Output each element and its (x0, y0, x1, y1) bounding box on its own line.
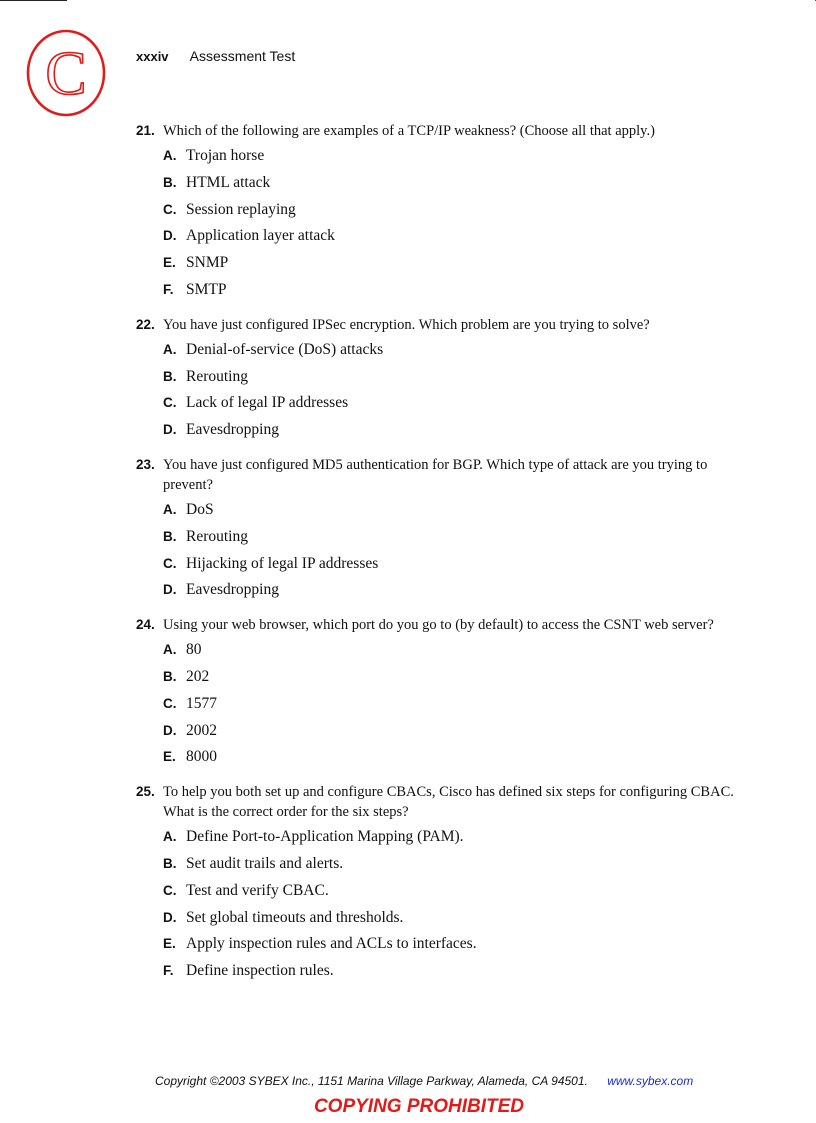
page-number: xxxiv (136, 49, 169, 64)
answer-options (163, 640, 746, 774)
answer-option (163, 934, 746, 961)
option-letter: B. (163, 855, 177, 871)
option-letter: B. (163, 528, 177, 544)
page-title: Assessment Test (189, 48, 296, 64)
option-text: Rerouting (186, 527, 248, 545)
answer-option (163, 367, 746, 394)
answer-option (163, 881, 746, 908)
option-text: 80 (186, 641, 202, 659)
footer-copyright (155, 1074, 693, 1088)
option-letter: C. (163, 395, 177, 411)
option-letter: D. (163, 909, 177, 925)
question-text: You have just configured IPSec encryption. Which problem are you trying to solve? (163, 316, 650, 333)
option-letter: A. (163, 501, 177, 517)
option-text: DoS (186, 500, 214, 518)
option-letter: E. (163, 936, 176, 952)
option-text: HTML attack (186, 173, 271, 191)
answer-option (163, 908, 746, 935)
question-stem (136, 615, 746, 635)
option-letter: A. (163, 148, 177, 163)
answer-option (163, 226, 746, 253)
option-text: Define inspection rules. (186, 962, 334, 980)
option-text: 8000 (186, 748, 217, 766)
question-text: Using your web browser, which port do you go to (by default) to access the CSNT web server? (163, 617, 714, 634)
answer-options (163, 827, 746, 988)
question-21 (136, 121, 746, 307)
question-list (136, 121, 746, 996)
question-stem (136, 121, 746, 141)
option-text: Eavesdropping (186, 421, 279, 439)
copying-prohibited-notice: COPYING PROHIBITED (313, 1096, 525, 1117)
answer-option (163, 500, 746, 527)
option-text: Set audit trails and alerts. (186, 854, 344, 872)
question-stem (136, 782, 746, 822)
option-letter: D. (163, 228, 177, 244)
question-number: 23. (136, 456, 155, 472)
option-text: Lack of legal IP addresses (186, 394, 349, 412)
logo-letter: C (45, 40, 87, 108)
option-text: Set global timeouts and thresholds. (186, 908, 404, 926)
option-text: Session replaying (186, 200, 296, 218)
option-letter: D. (163, 722, 177, 738)
publisher-link[interactable]: www.sybex.com (607, 1074, 694, 1088)
option-letter: A. (163, 829, 177, 845)
option-letter: D. (163, 422, 177, 438)
answer-option (163, 554, 746, 581)
option-letter: B. (163, 174, 177, 190)
option-letter: F. (163, 963, 174, 979)
option-letter: A. (163, 341, 177, 357)
option-text: Define Port-to-Application Mapping (PAM). (186, 828, 464, 846)
copyright-text: Copyright ©2003 SYBEX Inc., 1151 Marina Village Parkway, Alameda, CA 94501. (155, 1074, 588, 1088)
question-number: 22. (136, 316, 155, 332)
option-text: Test and verify CBAC. (186, 881, 329, 899)
question-23 (136, 455, 746, 607)
question-stem (136, 455, 746, 495)
option-letter: C. (163, 555, 177, 571)
option-letter: C. (163, 882, 177, 898)
option-text: Application layer attack (186, 227, 335, 245)
option-text: Rerouting (186, 367, 248, 385)
answer-option (163, 280, 746, 307)
option-text: SNMP (186, 254, 229, 272)
answer-option (163, 253, 746, 280)
page-header (136, 48, 295, 64)
option-text: 202 (186, 667, 210, 685)
option-text: SMTP (186, 280, 227, 298)
answer-option (163, 420, 746, 447)
option-letter: A. (163, 642, 177, 658)
option-text: Hijacking of legal IP addresses (186, 554, 379, 572)
option-letter: C. (163, 201, 177, 217)
question-number: 24. (136, 617, 155, 633)
question-22 (136, 315, 746, 447)
option-letter: D. (163, 582, 177, 598)
question-25 (136, 782, 746, 988)
option-text: 2002 (186, 721, 217, 739)
option-text: 1577 (186, 694, 217, 712)
option-text: Eavesdropping (186, 581, 279, 599)
question-number: 25. (136, 784, 155, 800)
answer-option (163, 393, 746, 420)
option-text: Apply inspection rules and ACLs to interfaces. (186, 935, 477, 953)
answer-option (163, 580, 746, 607)
answer-option (163, 340, 746, 367)
answer-option (163, 200, 746, 227)
answer-option (163, 146, 746, 173)
option-letter: E. (163, 255, 176, 271)
option-letter: C. (163, 695, 177, 711)
answer-options (163, 146, 746, 307)
option-text: Trojan horse (186, 147, 265, 164)
answer-option (163, 173, 746, 200)
question-stem (136, 315, 746, 335)
option-text: Denial-of-service (DoS) attacks (186, 340, 384, 358)
answer-option (163, 854, 746, 881)
question-24 (136, 615, 746, 774)
option-letter: E. (163, 749, 176, 765)
answer-option (163, 961, 746, 988)
question-text: Which of the following are examples of a TCP/IP weakness? (Choose all that apply.) (163, 123, 655, 139)
answer-option (163, 827, 746, 854)
answer-option (163, 747, 746, 774)
question-text: You have just configured MD5 authentication for BGP. Which type of attack are you trying to prevent? (163, 456, 708, 493)
answer-option (163, 527, 746, 554)
top-rule (0, 0, 67, 1)
option-letter: B. (163, 368, 177, 384)
question-number: 21. (136, 123, 155, 138)
answer-option (163, 667, 746, 694)
option-letter: F. (163, 281, 174, 297)
answer-options (163, 340, 746, 447)
answer-option (163, 721, 746, 748)
answer-option (163, 640, 746, 667)
question-text: To help you both set up and configure CBACs, Cisco has defined six steps for configuring CBAC. What is the correct order for the six steps? (163, 784, 734, 821)
answer-options (163, 500, 746, 607)
copyright-logo-icon (25, 28, 107, 118)
option-letter: B. (163, 668, 177, 684)
answer-option (163, 694, 746, 721)
